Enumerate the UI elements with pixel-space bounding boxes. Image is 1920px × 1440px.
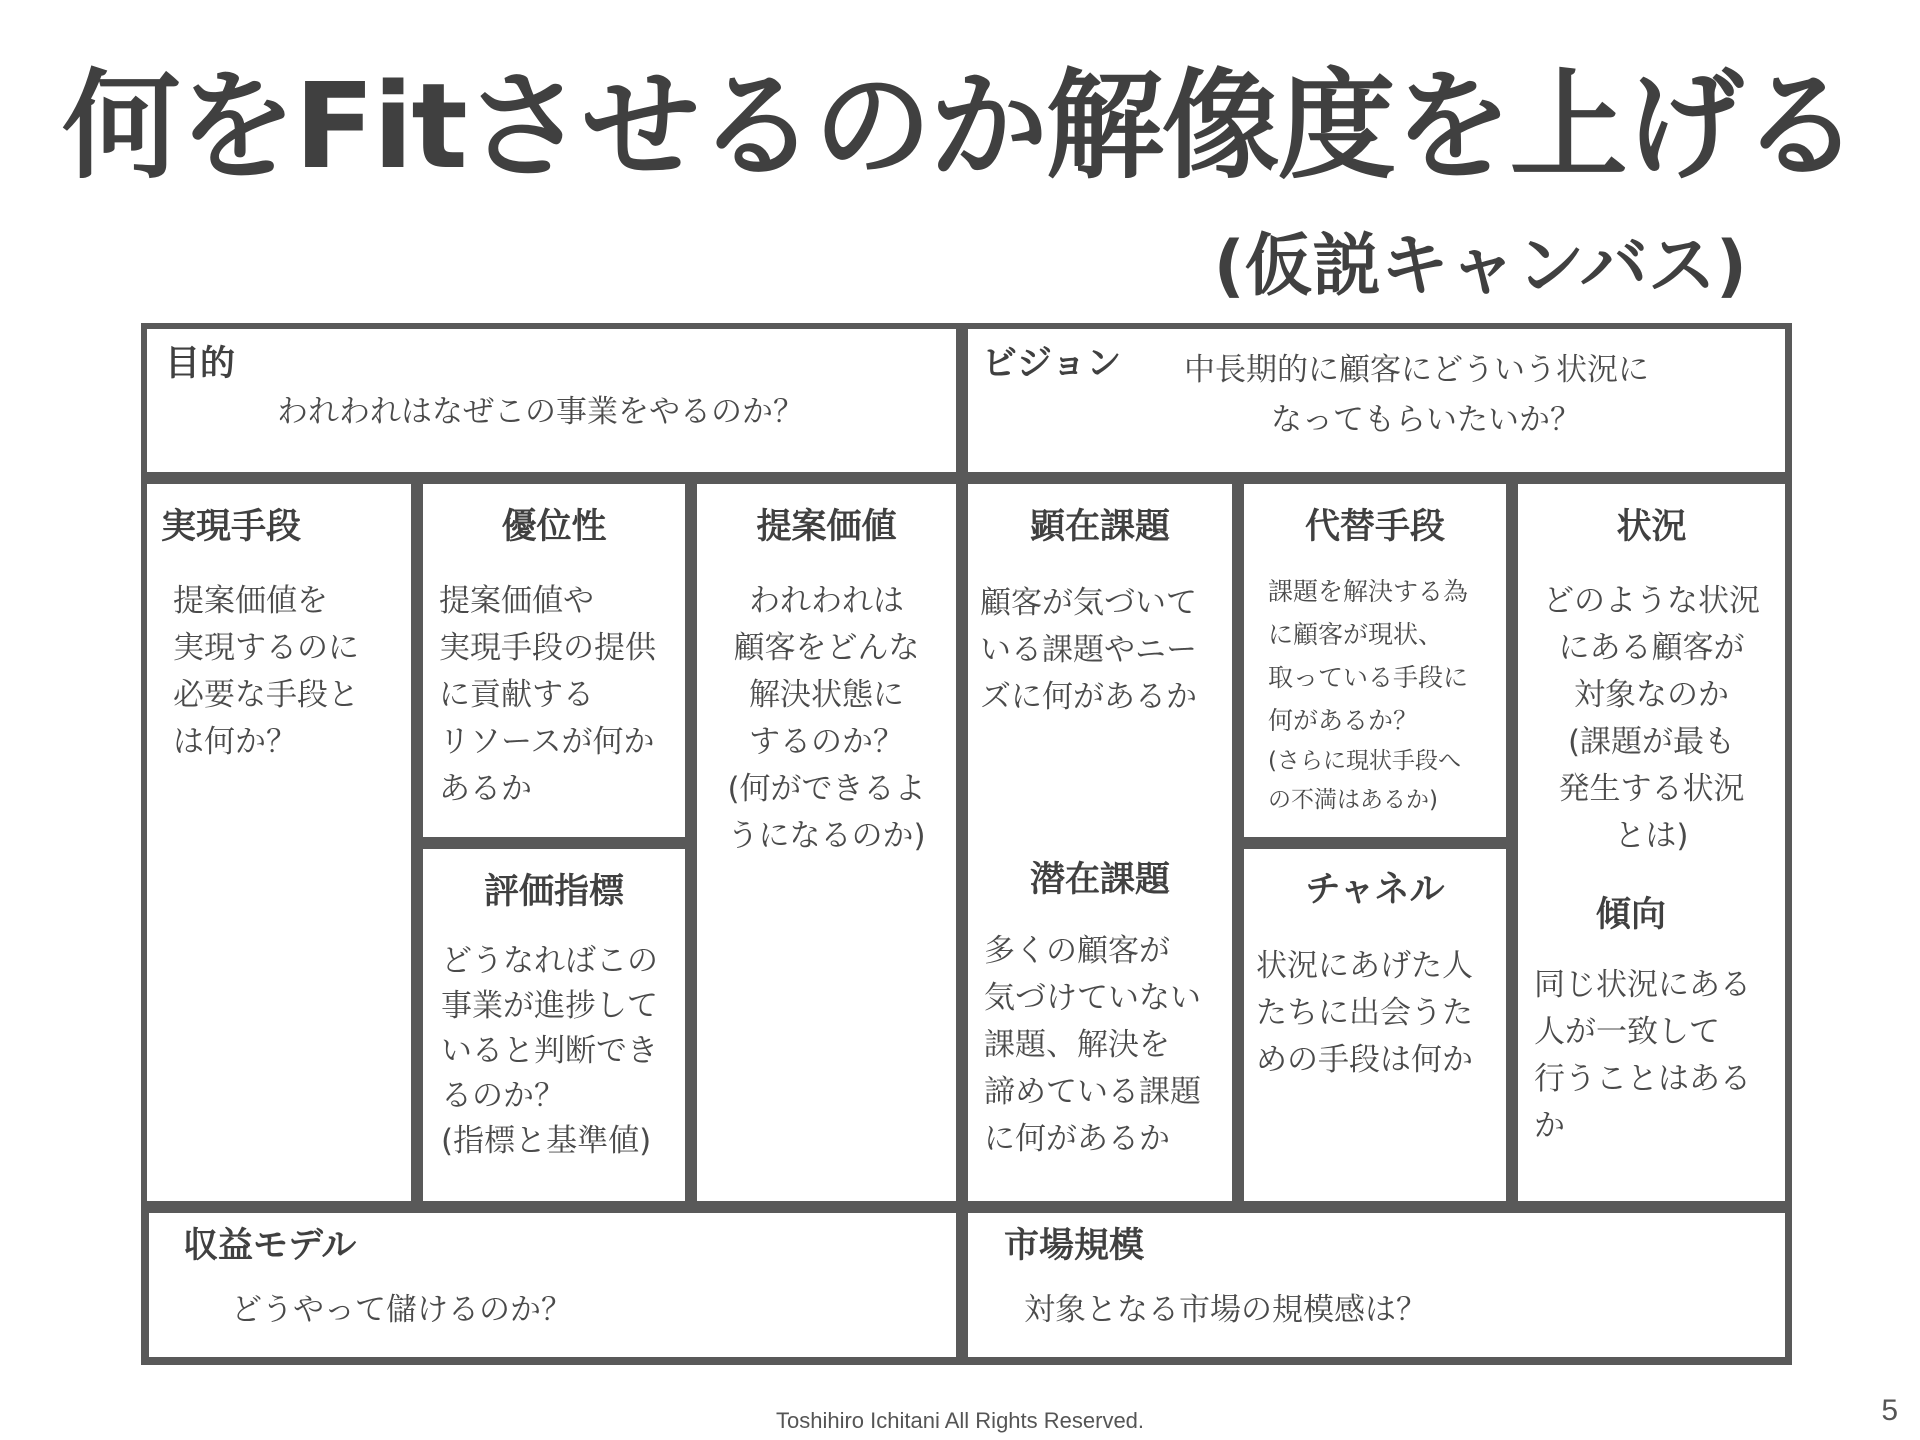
channel-heading: チャネル xyxy=(1305,870,1445,910)
cell-issues xyxy=(968,484,1232,1201)
cell-market xyxy=(968,1213,1785,1357)
value-heading: 提案価値 xyxy=(756,507,897,547)
alternative-note: (さらに現状手段へ の不満はあるか) xyxy=(1268,748,1461,813)
apparent-issue-text: 顧客が気づいて いる課題やニー ズに何があるか xyxy=(980,585,1197,715)
purpose-text: われわれはなぜこの事業をやるのか？ xyxy=(277,394,804,430)
latent-issue-heading: 潜在課題 xyxy=(1029,860,1170,900)
value-text: われわれは 顧客をどんな 解決状態に するのか？ (何ができるよ うになるのか) xyxy=(727,583,926,854)
cell-alternative xyxy=(1244,484,1506,837)
cell-purpose xyxy=(147,329,956,472)
vision-text-line2: なってもらいたいか？ xyxy=(1271,402,1581,438)
cell-situation xyxy=(1518,484,1785,1201)
copyright-footer: Toshihiro Ichitani All Rights Reserved. xyxy=(775,1408,1145,1433)
page-number: 5 xyxy=(1881,1394,1898,1427)
cell-channel xyxy=(1244,849,1506,1201)
revenue-text: どうやって儲けるのか？ xyxy=(231,1292,572,1328)
revenue-heading: 収益モデル xyxy=(183,1226,357,1266)
apparent-issue-heading: 顕在課題 xyxy=(1029,507,1170,547)
cell-value xyxy=(697,484,956,1201)
cell-kpi xyxy=(423,849,685,1201)
alternative-text: 課題を解決する為 に顧客が現状、 取っている手段に 何があるか？ xyxy=(1268,577,1469,735)
vision-text-line1: 中長期的に顧客にどういう状況に xyxy=(1184,352,1649,388)
channel-text: 状況にあげた人 たちに出会うた めの手段は何か xyxy=(1256,948,1473,1078)
market-text: 対象となる市場の規模感は？ xyxy=(1024,1292,1427,1328)
means-heading: 実現手段 xyxy=(161,507,302,547)
page-title: 何をFitさせるのか解像度を上げる xyxy=(62,57,1858,195)
latent-issue-text: 多くの顧客が 気づけていない 課題、解決を 諦めている課題 に何があるか xyxy=(984,933,1201,1157)
advantage-heading: 優位性 xyxy=(501,507,607,547)
situation-heading: 状況 xyxy=(1616,507,1687,547)
kpi-text: どうなればこの 事業が進捗して いると判断でき るのか？ (指標と基準値) xyxy=(441,943,658,1159)
cell-advantage xyxy=(423,484,685,837)
cell-revenue xyxy=(149,1213,956,1357)
cell-vision xyxy=(968,329,1785,472)
market-heading: 市場規模 xyxy=(1004,1226,1145,1266)
alternative-heading: 代替手段 xyxy=(1304,507,1445,547)
hypothesis-canvas xyxy=(141,323,1792,1365)
kpi-heading: 評価指標 xyxy=(483,872,624,912)
situation-text: どのような状況 にある顧客が 対象なのか (課題が最も 発生する状況 とは) xyxy=(1543,583,1760,854)
tendency-heading: 傾向 xyxy=(1596,895,1667,935)
purpose-heading: 目的 xyxy=(165,344,236,384)
tendency-text: 同じ状況にある 人が一致して 行うことはある か xyxy=(1534,967,1751,1144)
page-subtitle: (仮説キャンバス) xyxy=(1213,227,1747,306)
cell-means xyxy=(147,484,411,1201)
means-text: 提案価値を 実現するのに 必要な手段と は何か？ xyxy=(173,583,359,760)
advantage-text: 提案価値や 実現手段の提供 に貢献する リソースが何か あるか xyxy=(439,583,656,807)
vision-heading: ビジョン xyxy=(982,344,1122,384)
